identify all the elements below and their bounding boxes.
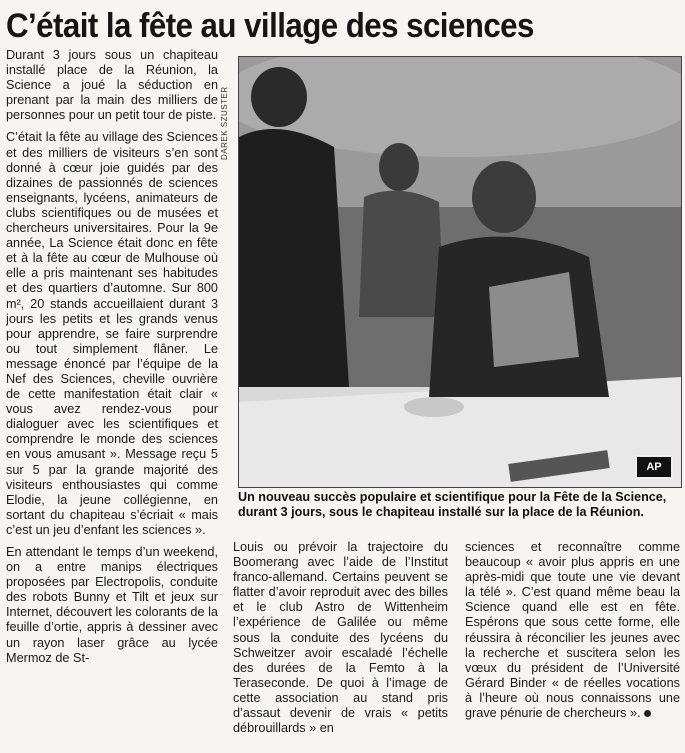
left-text-column <box>6 48 218 750</box>
agency-logo: AP <box>635 455 673 479</box>
article-headline: C’était la fête au village des sciences <box>6 7 534 45</box>
end-mark-icon <box>644 710 651 717</box>
photo-credit: DAREK SZUSTER <box>220 86 229 160</box>
article-photo <box>238 56 682 488</box>
right-text-column <box>465 540 680 752</box>
paragraph-middle: Louis ou prévoir la trajectoire du Boomerang avec l’aide de l’Institut franco-allemand. Certains peuvent se flatter d’avoir reproduit avec des billes et le club Astro de Wittenheim l’expérience de Galilée ou même sous la conduite des lycéens du Schweitzer avoir escaladé l’échelle des durées de la Femto à la Teraseconde. De quoi à l’image de cette association au stand pris d’assaut devenir de vrais « petits débrouillards » en <box>233 540 448 736</box>
paragraph-body: C’était la fête au village des Sciences et des milliers de visiteurs s’en sont donné à cœur joie guidés par des dizaines de passionnés de sciences enseignants, lycéens, animateurs de clubs scientifiques ou de musées et chercheurs universitaires. Pour la 9e année, La Science était donc en fête et à la fête au cœur de Mulhouse où elle a pris maintenant ses habitudes et des quartiers d’automne. Sur 800 m², 20 stands accueillaient durant 3 jours les petits et les grands venus pour apprendre, se faire surprendre ou tout simplement flâner. Le message énoncé par l’équipe de la Nef des Sciences, cheville ouvrière de cette manifestation était clair « vous avez rendez-vous pour dialoguer avec les scientifiques et comprendre le monde des sciences en vous amusant ». Message reçu 5 sur 5 par la grande majorité des visiteurs enthousiastes qui comme Elodie, la jeune collégienne, en sortant du chapiteau s’écriait « mais c’est un jeu d’enfant les sciences ». <box>6 130 218 537</box>
middle-text-column <box>233 540 448 752</box>
paragraph-right <box>465 540 680 721</box>
photo-caption: Un nouveau succès populaire et scientifique pour la Fête de la Science, durant 3 jours, sous le chapiteau installé sur la place de la Réunion. <box>238 490 667 519</box>
paragraph-right-text: sciences et reconnaître comme beaucoup « avoir plus appris en une après-midi que toute une vie devant la télé ». C’est quand même beau la Science quand elle est en fête. Espérons que sous cette forme, elle réussira à réconcilier les jeunes avec la recherche et suscitera selon les vœux du président de l’Université Gérard Binder « de réelles vocations à l’heure où nous connaissons une grave pénurie de chercheurs ». <box>465 540 680 721</box>
photo-illustration <box>239 57 681 487</box>
paragraph-weekend: En attendant le temps d’un weekend, on a entre manips électriques proposées par Electropolis, conduite des robots Bunny et Tilt et jeux sur Internet, découvert les colorants de la feuille d’ortie, appris à dessiner avec un rayon laser grâce au lycée Mermoz de St- <box>6 545 218 665</box>
paragraph-intro: Durant 3 jours sous un chapiteau installé place de la Réunion, la Science a joué la séduction en prenant par la main des milliers de personnes pour un petit tour de piste. <box>6 48 218 123</box>
